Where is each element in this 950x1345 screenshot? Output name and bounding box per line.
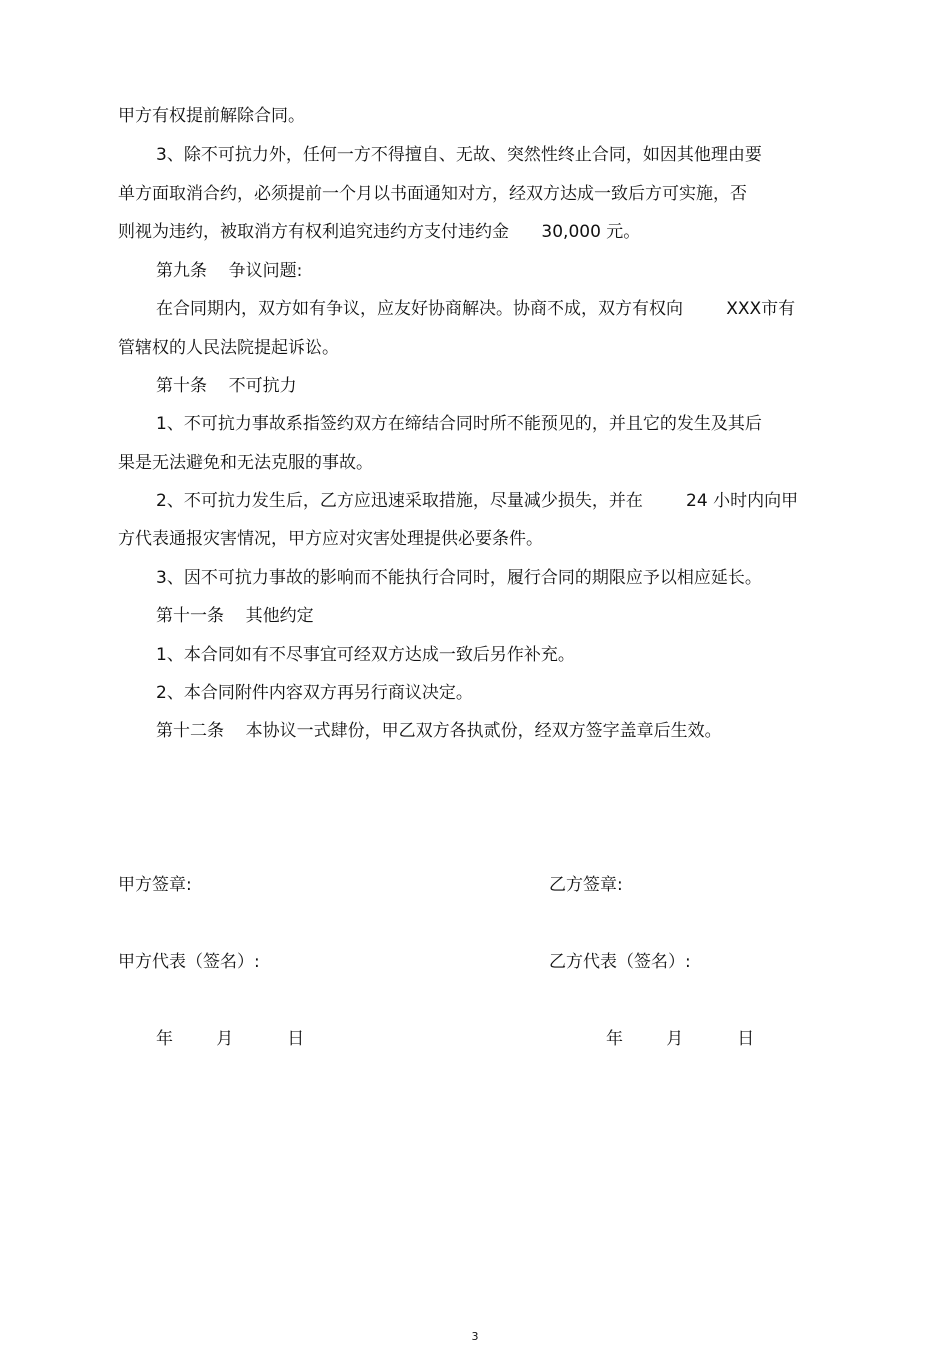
text-line-9: 1、不可抗力事故系指签约双方在缔结合同时所不能预见的，并且它的发生及其后 bbox=[156, 414, 762, 434]
text-line-12: 方代表通报灾害情况，甲方应对灾害处理提供必要条件。 bbox=[118, 529, 543, 549]
article-12-text: 第十二条 本协议一式肆份，甲乙双方各执贰份，经双方签字盖章后生效。 bbox=[156, 721, 722, 741]
text-line-11: 2、不可抗力发生后，乙方应迅速采取措施，尽量减少损失，并在 24 小时内向甲 bbox=[156, 491, 799, 511]
text-line-2: 3、除不可抗力外，任何一方不得擅自、无故、突然性终止合同，如因其他理由要 bbox=[156, 145, 762, 165]
article-10-heading: 第十条 不可抗力 bbox=[156, 376, 297, 396]
party-b-seal-label: 乙方签章: bbox=[549, 875, 623, 895]
text-line-3: 单方面取消合约，必须提前一个月以书面通知对方，经双方达成一致后方可实施，否 bbox=[118, 184, 747, 204]
text-line-4: 则视为违约，被取消方有权利追究违约方支付违约金 30,000 元。 bbox=[118, 222, 641, 242]
party-a-date: 年 月 日 bbox=[156, 1029, 305, 1049]
party-a-seal-label: 甲方签章: bbox=[118, 875, 192, 895]
party-b-date: 年 月 日 bbox=[606, 1029, 755, 1049]
article-11-heading: 第十一条 其他约定 bbox=[156, 606, 314, 626]
text-line-6: 在合同期内，双方如有争议，应友好协商解决。协商不成，双方有权向 XXX市有 bbox=[156, 299, 796, 319]
text-line-15: 1、本合同如有不尽事宜可经双方达成一致后另作补充。 bbox=[156, 645, 575, 665]
text-line-1: 甲方有权提前解除合同。 bbox=[118, 106, 305, 126]
text-line-16: 2、本合同附件内容双方再另行商议决定。 bbox=[156, 683, 473, 703]
text-line-13: 3、因不可抗力事故的影响而不能执行合同时，履行合同的期限应予以相应延长。 bbox=[156, 568, 762, 588]
text-line-7: 管辖权的人民法院提起诉讼。 bbox=[118, 338, 339, 358]
party-b-rep-label: 乙方代表（签名）: bbox=[549, 952, 691, 972]
page-number: 3 bbox=[471, 1330, 479, 1343]
article-9-heading: 第九条 争议问题: bbox=[156, 261, 303, 281]
text-line-10: 果是无法避免和无法克服的事故。 bbox=[118, 453, 373, 473]
party-a-rep-label: 甲方代表（签名）: bbox=[118, 952, 260, 972]
